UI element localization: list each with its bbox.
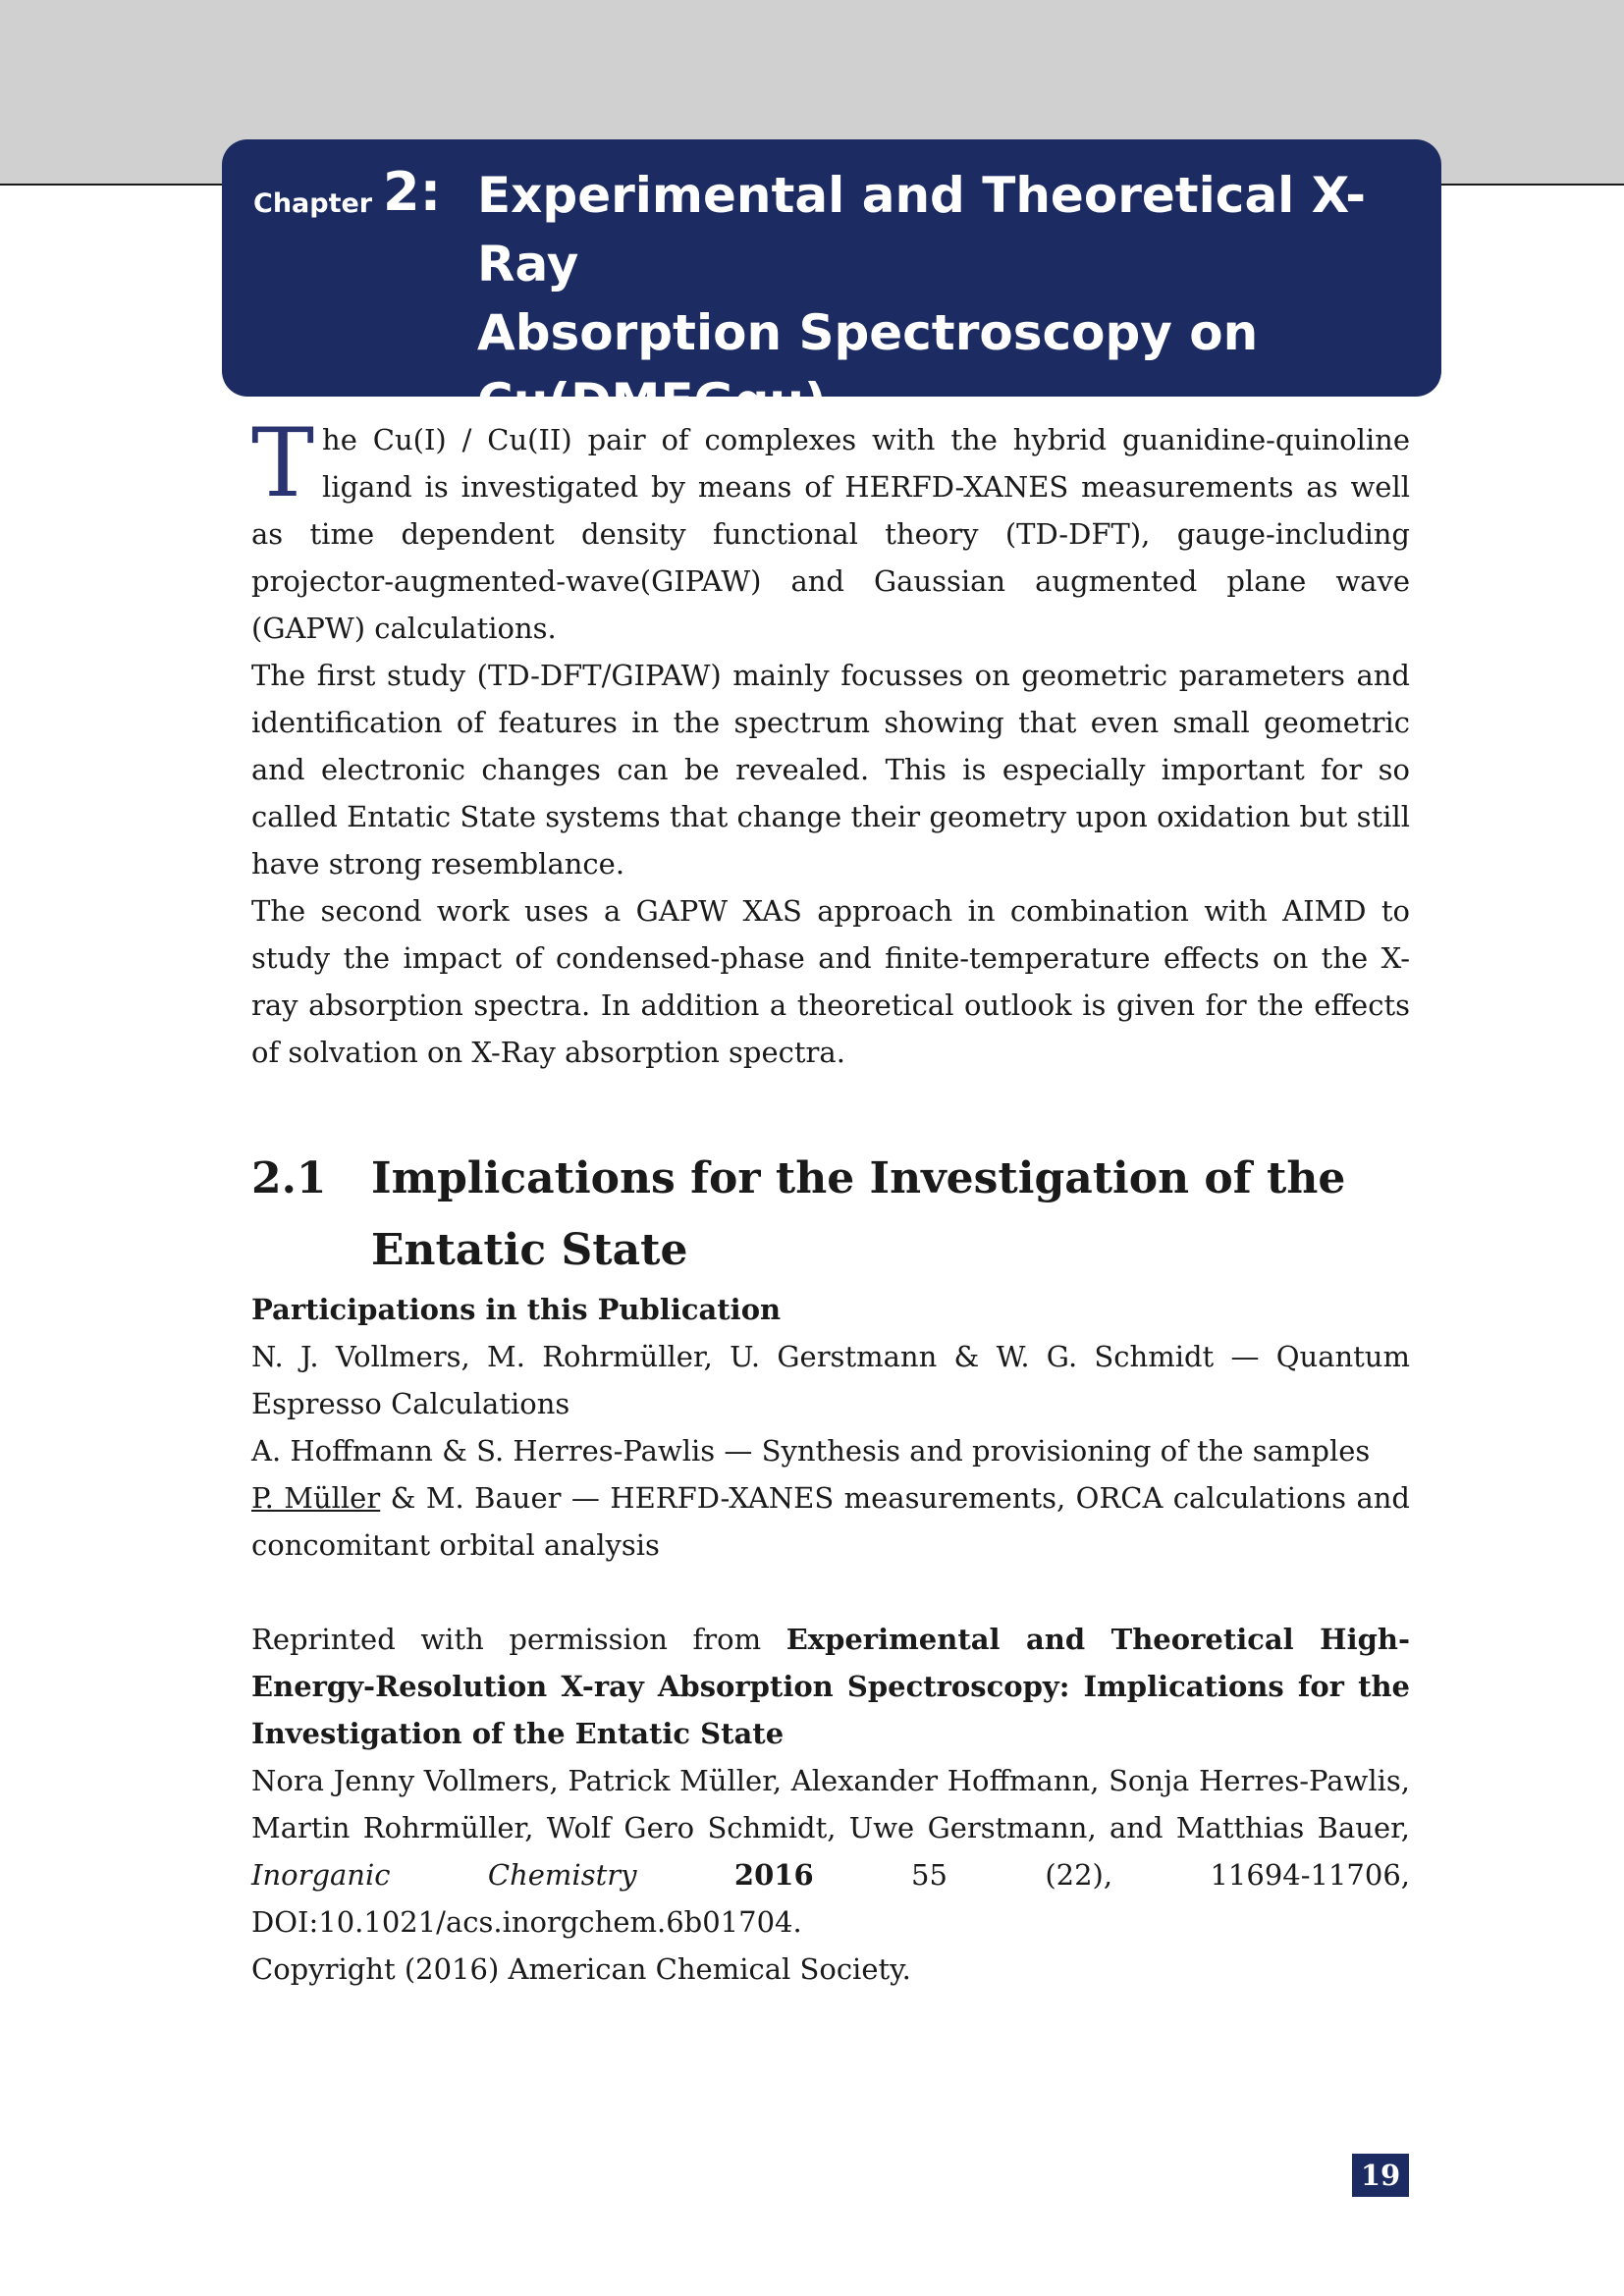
section-number: 2.1 (251, 1153, 327, 1203)
reprint-prefix: Reprinted with permission from (251, 1623, 786, 1656)
participation-item-text: & M. Bauer — HERFD-XANES measurements, ORCA calculations and concomitant orbital analysis (251, 1481, 1410, 1562)
participation-item: N. J. Vollmers, M. Rohrmüller, U. Gerstmann & W. G. Schmidt — Quantum Espresso Calculations (251, 1340, 1410, 1420)
chapter-label: Chapter (253, 188, 373, 219)
participations-heading: Participations in this Publication (251, 1293, 782, 1326)
citation-year: 2016 (733, 1858, 814, 1892)
page-number: 19 (1352, 2154, 1409, 2197)
drop-cap: T (251, 408, 315, 518)
reprint-title: Experimental and Theoretical High-Energy-Resolution X-ray Absorption Spectroscopy: Implications for the Investigation of the Entatic State (251, 1623, 1410, 1750)
chapter-number: 2: (383, 161, 442, 223)
chapter-title-box (222, 139, 1441, 430)
chapter-title (477, 161, 1420, 436)
study-paragraph-2: The second work uses a GAPW XAS approach in combination with AIMD to study the impact of condensed-phase and finite-temperature effects on the X-ray absorption spectra. In addition a theoretical outlook is given for the effects of solvation on X-Ray absorption spectra. (251, 894, 1410, 1069)
citation-details: 55 (22), 11694-11706, DOI:10.1021/acs.inorgchem.6b01704. (251, 1858, 1411, 1939)
citation-authors: Nora Jenny Vollmers, Patrick Müller, Alexander Hoffmann, Sonja Herres-Pawlis, Martin Rohrmüller, Wolf Gero Schmidt, Uwe Gerstmann, and Matthias Bauer, (251, 1764, 1410, 1844)
chapter-title-line: Absorption Spectroscopy on (477, 304, 1259, 361)
intro-paragraph (251, 408, 1410, 652)
participation-item: A. Hoffmann & S. Herres-Pawlis — Synthesis and provisioning of the samples (251, 1434, 1371, 1468)
section-title: Implications for the Investigation of the Entatic State (371, 1153, 1346, 1275)
page-body (251, 408, 1411, 1993)
citation-journal: Inorganic Chemistry (251, 1858, 637, 1892)
copyright: Copyright (2016) American Chemical Society. (251, 1952, 911, 1986)
citation (251, 1757, 1410, 1946)
chapter-title-line: Cu(DMEGqu) (477, 373, 827, 430)
participation-item (251, 1474, 1410, 1569)
section-heading (251, 1143, 1410, 1286)
author-highlight: P. Müller (251, 1481, 381, 1515)
chapter-title-line: Experimental and Theoretical X-Ray (477, 167, 1366, 293)
intro-text: he Cu(I) / Cu(II) pair of complexes with the hybrid guanidine-quinoline ligand is investigated by means of HERFD-XANES measurements as well as time dependent density functional theory (TD-DFT), gauge-including projector-augmented-wave(GIPAW) and Gaussian augmented plane wave (GAPW) calculations. (251, 423, 1410, 645)
study-paragraph-1: The first study (TD-DFT/GIPAW) mainly focusses on geometric parameters and identification of features in the spectrum showing that even small geometric and electronic changes can be revealed. This is especially important for so called Entatic State systems that change their geometry upon oxidation but still have strong resemblance. (251, 659, 1410, 881)
reprint-notice (251, 1616, 1410, 1757)
spacer (251, 1569, 1410, 1616)
